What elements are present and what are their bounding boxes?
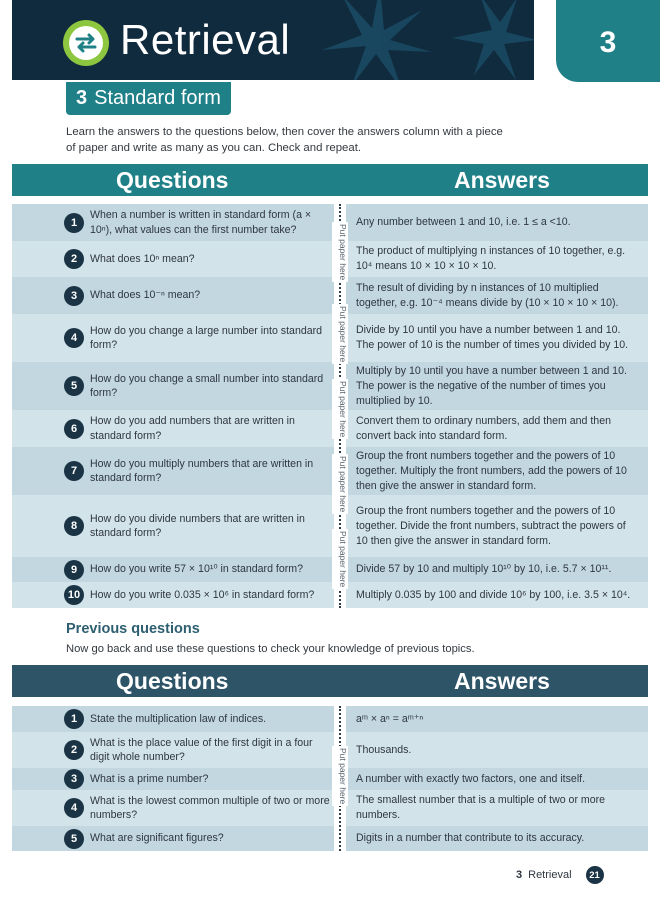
answers-heading: Answers: [454, 667, 550, 694]
qa-row: [12, 314, 648, 362]
question-text: How do you write 57 × 10¹⁰ in standard form?: [90, 563, 303, 576]
qa-row: [12, 204, 648, 241]
answer-cell: [346, 826, 648, 851]
question-number-badge: 3: [64, 286, 84, 306]
answer-text: The smallest number that is a multiple of two or more numbers.: [356, 794, 606, 821]
footer-chapter: 3: [516, 869, 523, 881]
page-number: 21: [586, 866, 604, 884]
answers-heading: Answers: [454, 166, 550, 193]
answer-text: The product of multiplying n instances of 10 together, e.g. 10⁴ means 10 × 10 × 10 × 10.: [356, 245, 626, 272]
questions-heading: Questions: [116, 667, 229, 694]
put-paper-here-label: Put paper here: [332, 454, 348, 514]
answer-cell: [346, 582, 648, 608]
question-number-badge: 2: [64, 740, 84, 760]
question-number-badge: 2: [64, 249, 84, 269]
answer-text: Thousands.: [356, 743, 412, 756]
qa-row: [12, 790, 648, 826]
put-paper-here-label: Put paper here: [332, 379, 348, 439]
retrieval-logo-icon: [63, 20, 109, 66]
qa-row: [12, 706, 648, 732]
question-text: What is the lowest common multiple of two or more numbers?: [90, 794, 330, 821]
qa-row: [12, 732, 648, 768]
question-text: How do you change a large number into standard form?: [90, 324, 323, 351]
question-cell: [12, 314, 334, 362]
question-text: When a number is written in standard form (a × 10ⁿ), what values can the first number take?: [90, 209, 312, 236]
answer-cell: [346, 277, 648, 314]
put-paper-here-label: Put paper here: [332, 746, 348, 806]
question-text: What does 10ⁿ mean?: [90, 252, 195, 265]
qa-row: [12, 447, 648, 495]
page-title: Retrieval: [120, 16, 291, 63]
section-number: 3: [76, 87, 88, 109]
question-cell: [12, 732, 334, 768]
footer-label: Retrieval: [528, 869, 572, 881]
qa-row: [12, 826, 648, 851]
qa-row: [12, 557, 648, 582]
previous-questions-title: Previous questions: [66, 621, 200, 637]
answer-text: Group the front numbers together and the powers of 10 together. Divide the front numbers, subtract the powers of 10 then give the answer in standard form.: [356, 504, 626, 547]
answer-text: Group the front numbers together and the powers of 10 together. Multiply the front numbers, add the powers of 10 then give the answer in standard form.: [356, 449, 627, 492]
question-number-badge: 6: [64, 419, 84, 439]
question-number-badge: 4: [64, 798, 84, 818]
question-text: How do you write 0.035 × 10⁶ in standard form?: [90, 588, 315, 601]
question-cell: [12, 557, 334, 582]
answer-text: Multiply by 10 until you have a number between 1 and 10. The power is the negative of the number of times you multiplied by 10.: [356, 364, 627, 407]
qa-row: [12, 362, 648, 410]
question-text: How do you divide numbers that are written in standard form?: [90, 512, 305, 539]
chapter-number: 3: [599, 26, 617, 59]
question-cell: [12, 362, 334, 410]
question-cell: [12, 790, 334, 826]
question-number-badge: 5: [64, 376, 84, 396]
question-text: How do you add numbers that are written in standard form?: [90, 415, 295, 442]
answer-cell: [346, 362, 648, 410]
starburst-decoration-icon: [302, 0, 534, 80]
answer-cell: [346, 447, 648, 495]
question-cell: [12, 204, 334, 241]
question-text: How do you multiply numbers that are written in standard form?: [90, 457, 314, 484]
question-number-badge: 3: [64, 769, 84, 789]
answer-text: Digits in a number that contribute to its accuracy.: [356, 832, 585, 844]
answer-text: Divide 57 by 10 and multiply 10¹⁰ by 10, i.e. 5.7 × 10¹¹.: [356, 563, 612, 575]
question-text: What does 10⁻ⁿ mean?: [90, 289, 201, 302]
qa-row: [12, 277, 648, 314]
question-cell: [12, 241, 334, 277]
put-paper-here-label: Put paper here: [332, 222, 348, 282]
question-cell: [12, 447, 334, 495]
question-cell: [12, 277, 334, 314]
put-paper-here-label: Put paper here: [332, 304, 348, 364]
previous-qa-table: [12, 706, 648, 851]
answer-cell: [346, 768, 648, 790]
question-number-badge: 4: [64, 328, 84, 348]
answer-cell: [346, 241, 648, 277]
qa-row: [12, 768, 648, 790]
question-cell: [12, 768, 334, 790]
answer-cell: [346, 204, 648, 241]
qa-row: [12, 410, 648, 447]
answer-text: Divide by 10 until you have a number between 1 and 10. The power of 10 is the number of times you divided by 10.: [356, 324, 629, 351]
question-text: What are significant figures?: [90, 832, 224, 845]
question-number-badge: 10: [64, 585, 84, 605]
answer-text: A number with exactly two factors, one and itself.: [356, 772, 586, 785]
previous-table-header: [12, 665, 648, 697]
question-number-badge: 9: [64, 560, 84, 580]
question-text: State the multiplication law of indices.: [90, 712, 267, 725]
page-footer: [516, 866, 604, 884]
answer-cell: [346, 706, 648, 732]
question-text: What is a prime number?: [90, 772, 209, 785]
answer-text: Convert them to ordinary numbers, add them and then convert back into standard form.: [356, 414, 611, 442]
questions-heading: Questions: [116, 166, 229, 193]
qa-row: [12, 495, 648, 557]
answer-text: aᵐ × aⁿ = aᵐ⁺ⁿ: [356, 712, 424, 725]
intro-text: Learn the answers to the questions below, then cover the answers column with a piece of paper and write as many as you can. Check and repeat.: [66, 126, 503, 154]
question-cell: [12, 706, 334, 732]
answer-cell: [346, 410, 648, 447]
answer-cell: [346, 790, 648, 826]
previous-questions-intro: Now go back and use these questions to check your knowledge of previous topics.: [66, 643, 475, 655]
answer-cell: [346, 495, 648, 557]
main-qa-table: [12, 204, 648, 608]
question-number-badge: 8: [64, 516, 84, 536]
answer-cell: [346, 314, 648, 362]
question-text: What is the place value of the first digit in a four digit whole number?: [90, 736, 313, 763]
main-table-header: [12, 164, 648, 196]
question-cell: [12, 495, 334, 557]
put-paper-here-label: Put paper here: [332, 529, 348, 589]
section-title: Standard form: [94, 87, 221, 109]
question-number-badge: 5: [64, 829, 84, 849]
paper-divider: [334, 204, 346, 608]
question-cell: [12, 826, 334, 851]
answer-text: Multiply 0.035 by 100 and divide 10⁶ by 100, i.e. 3.5 × 10⁴.: [356, 588, 631, 601]
question-cell: [12, 410, 334, 447]
answer-cell: [346, 557, 648, 582]
qa-row: [12, 582, 648, 608]
section-label: [66, 82, 231, 115]
answer-text: The result of dividing by n instances of 10 multiplied together, e.g. 10⁻⁴ means divide by (10 × 10 × 10 × 10).: [356, 281, 619, 309]
question-number-badge: 1: [64, 213, 84, 233]
question-number-badge: 1: [64, 709, 84, 729]
question-number-badge: 7: [64, 461, 84, 481]
question-text: How do you change a small number into standard form?: [90, 372, 324, 399]
answer-text: Any number between 1 and 10, i.e. 1 ≤ a <10.: [356, 216, 571, 228]
answer-cell: [346, 732, 648, 768]
qa-row: [12, 241, 648, 277]
question-cell: [12, 582, 334, 608]
retrieval-banner: [12, 0, 534, 80]
paper-divider: [334, 706, 346, 851]
chapter-tab: [556, 0, 660, 82]
